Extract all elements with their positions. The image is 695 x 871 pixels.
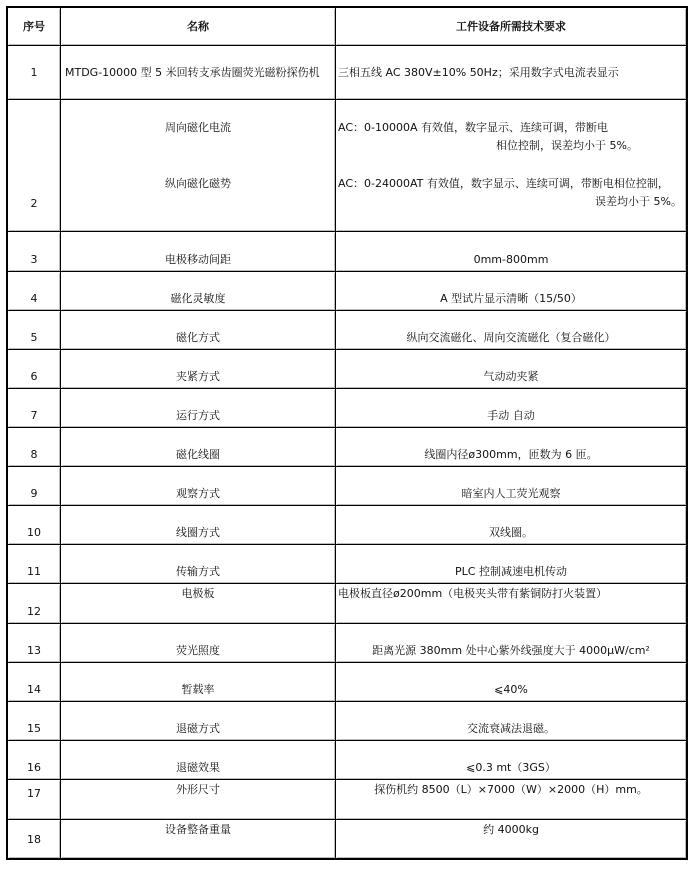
row-index: 6 [8,350,61,389]
row-index: 9 [8,467,61,506]
row-name-circumferential: 周向磁化电流 [165,121,231,134]
row-name: 磁化灵敏度 [61,272,336,311]
row-name: 退磁效果 [61,741,336,780]
row-index: 14 [8,663,61,702]
table-row [8,584,686,624]
row-name: 设备整备重量 [61,820,336,858]
row-name: 电极板 [61,584,336,624]
row-requirement: A 型试片显示清晰（15/50） [336,272,686,311]
table-row [8,820,686,858]
row-index: 18 [8,820,61,858]
row-index: 12 [8,584,61,624]
table-row [8,428,686,467]
table-row [8,46,686,100]
table-row [8,232,686,272]
row-index: 13 [8,624,61,663]
row-req-b1: AC：0-24000AT 有效值，数字显示、连续可调，带断电相位控制， [338,177,669,190]
table-row [8,350,686,389]
row-requirement: ⩽40% [336,663,686,702]
row-requirement: 交流衰减法退磁。 [336,702,686,741]
table-row [8,272,686,311]
table-row [8,780,686,820]
row-name: MTDG-10000 型 5 米回转支承齿圈荧光磁粉探伤机 [61,46,336,100]
row-name: 运行方式 [61,389,336,428]
row-name: 线圈方式 [61,506,336,545]
row-name: 外形尺寸 [61,780,336,820]
row-req-a1: AC：0-10000A 有效值，数字显示、连续可调，带断电 [338,121,608,134]
row-requirement: 气动动夹紧 [336,350,686,389]
table-row [8,311,686,350]
table-row [8,702,686,741]
row-requirement: 三相五线 AC 380V±10% 50Hz；采用数字式电流表显示 [336,46,686,100]
row-requirement: 约 4000kg [336,820,686,858]
row-requirement: 0mm-800mm [336,232,686,272]
table-row [8,663,686,702]
row-requirement: 双线圈。 [336,506,686,545]
row-name-longitudinal: 纵向磁化磁势 [165,177,231,190]
row-index: 3 [8,232,61,272]
row-name: 磁化线圈 [61,428,336,467]
row-name: 荧光照度 [61,624,336,663]
row-index: 1 [8,46,61,100]
row-requirement: 距离光源 380mm 处中心紫外线强度大于 4000μW/cm² [336,624,686,663]
row-name: 暂载率 [61,663,336,702]
table-row [8,545,686,584]
row-index: 16 [8,741,61,780]
row-index: 2 [8,100,61,232]
row-name: 退磁方式 [61,702,336,741]
table-row [8,506,686,545]
table-row [8,100,686,232]
row-index: 11 [8,545,61,584]
header-row [8,8,686,46]
row-requirement: 纵向交流磁化、周向交流磁化（复合磁化） [336,311,686,350]
header-index: 序号 [8,8,61,46]
row-index: 10 [8,506,61,545]
header-requirement: 工件设备所需技术要求 [336,8,686,46]
row-requirement: 线圈内径ø300mm，匝数为 6 匝。 [336,428,686,467]
row-requirement: 探伤机约 8500（L）×7000（W）×2000（H）mm。 [336,780,686,820]
row-requirement: PLC 控制减速电机传动 [336,545,686,584]
row-name: 电极移动间距 [61,232,336,272]
table-row [8,389,686,428]
spec-table [6,6,688,860]
row-name-group [61,100,336,232]
row-requirement-group [336,100,686,232]
row-index: 4 [8,272,61,311]
row-requirement: 电极板直径ø200mm（电极夹头带有紫铜防打火装置） [336,584,686,624]
row-index: 8 [8,428,61,467]
row-requirement: 手动 自动 [336,389,686,428]
row-index: 7 [8,389,61,428]
row-name: 传输方式 [61,545,336,584]
table-row [8,741,686,780]
row-index: 17 [8,780,61,820]
header-name: 名称 [61,8,336,46]
row-req-a2: 相位控制，误差均小于 5%。 [496,139,638,152]
table-row [8,467,686,506]
row-name: 磁化方式 [61,311,336,350]
row-requirement: ⩽0.3 mt（3GS） [336,741,686,780]
row-name: 观察方式 [61,467,336,506]
row-index: 5 [8,311,61,350]
row-index: 15 [8,702,61,741]
row-name: 夹紧方式 [61,350,336,389]
row-requirement: 暗室内人工荧光观察 [336,467,686,506]
table-row [8,624,686,663]
row-req-b2: 误差均小于 5%。 [595,195,682,208]
